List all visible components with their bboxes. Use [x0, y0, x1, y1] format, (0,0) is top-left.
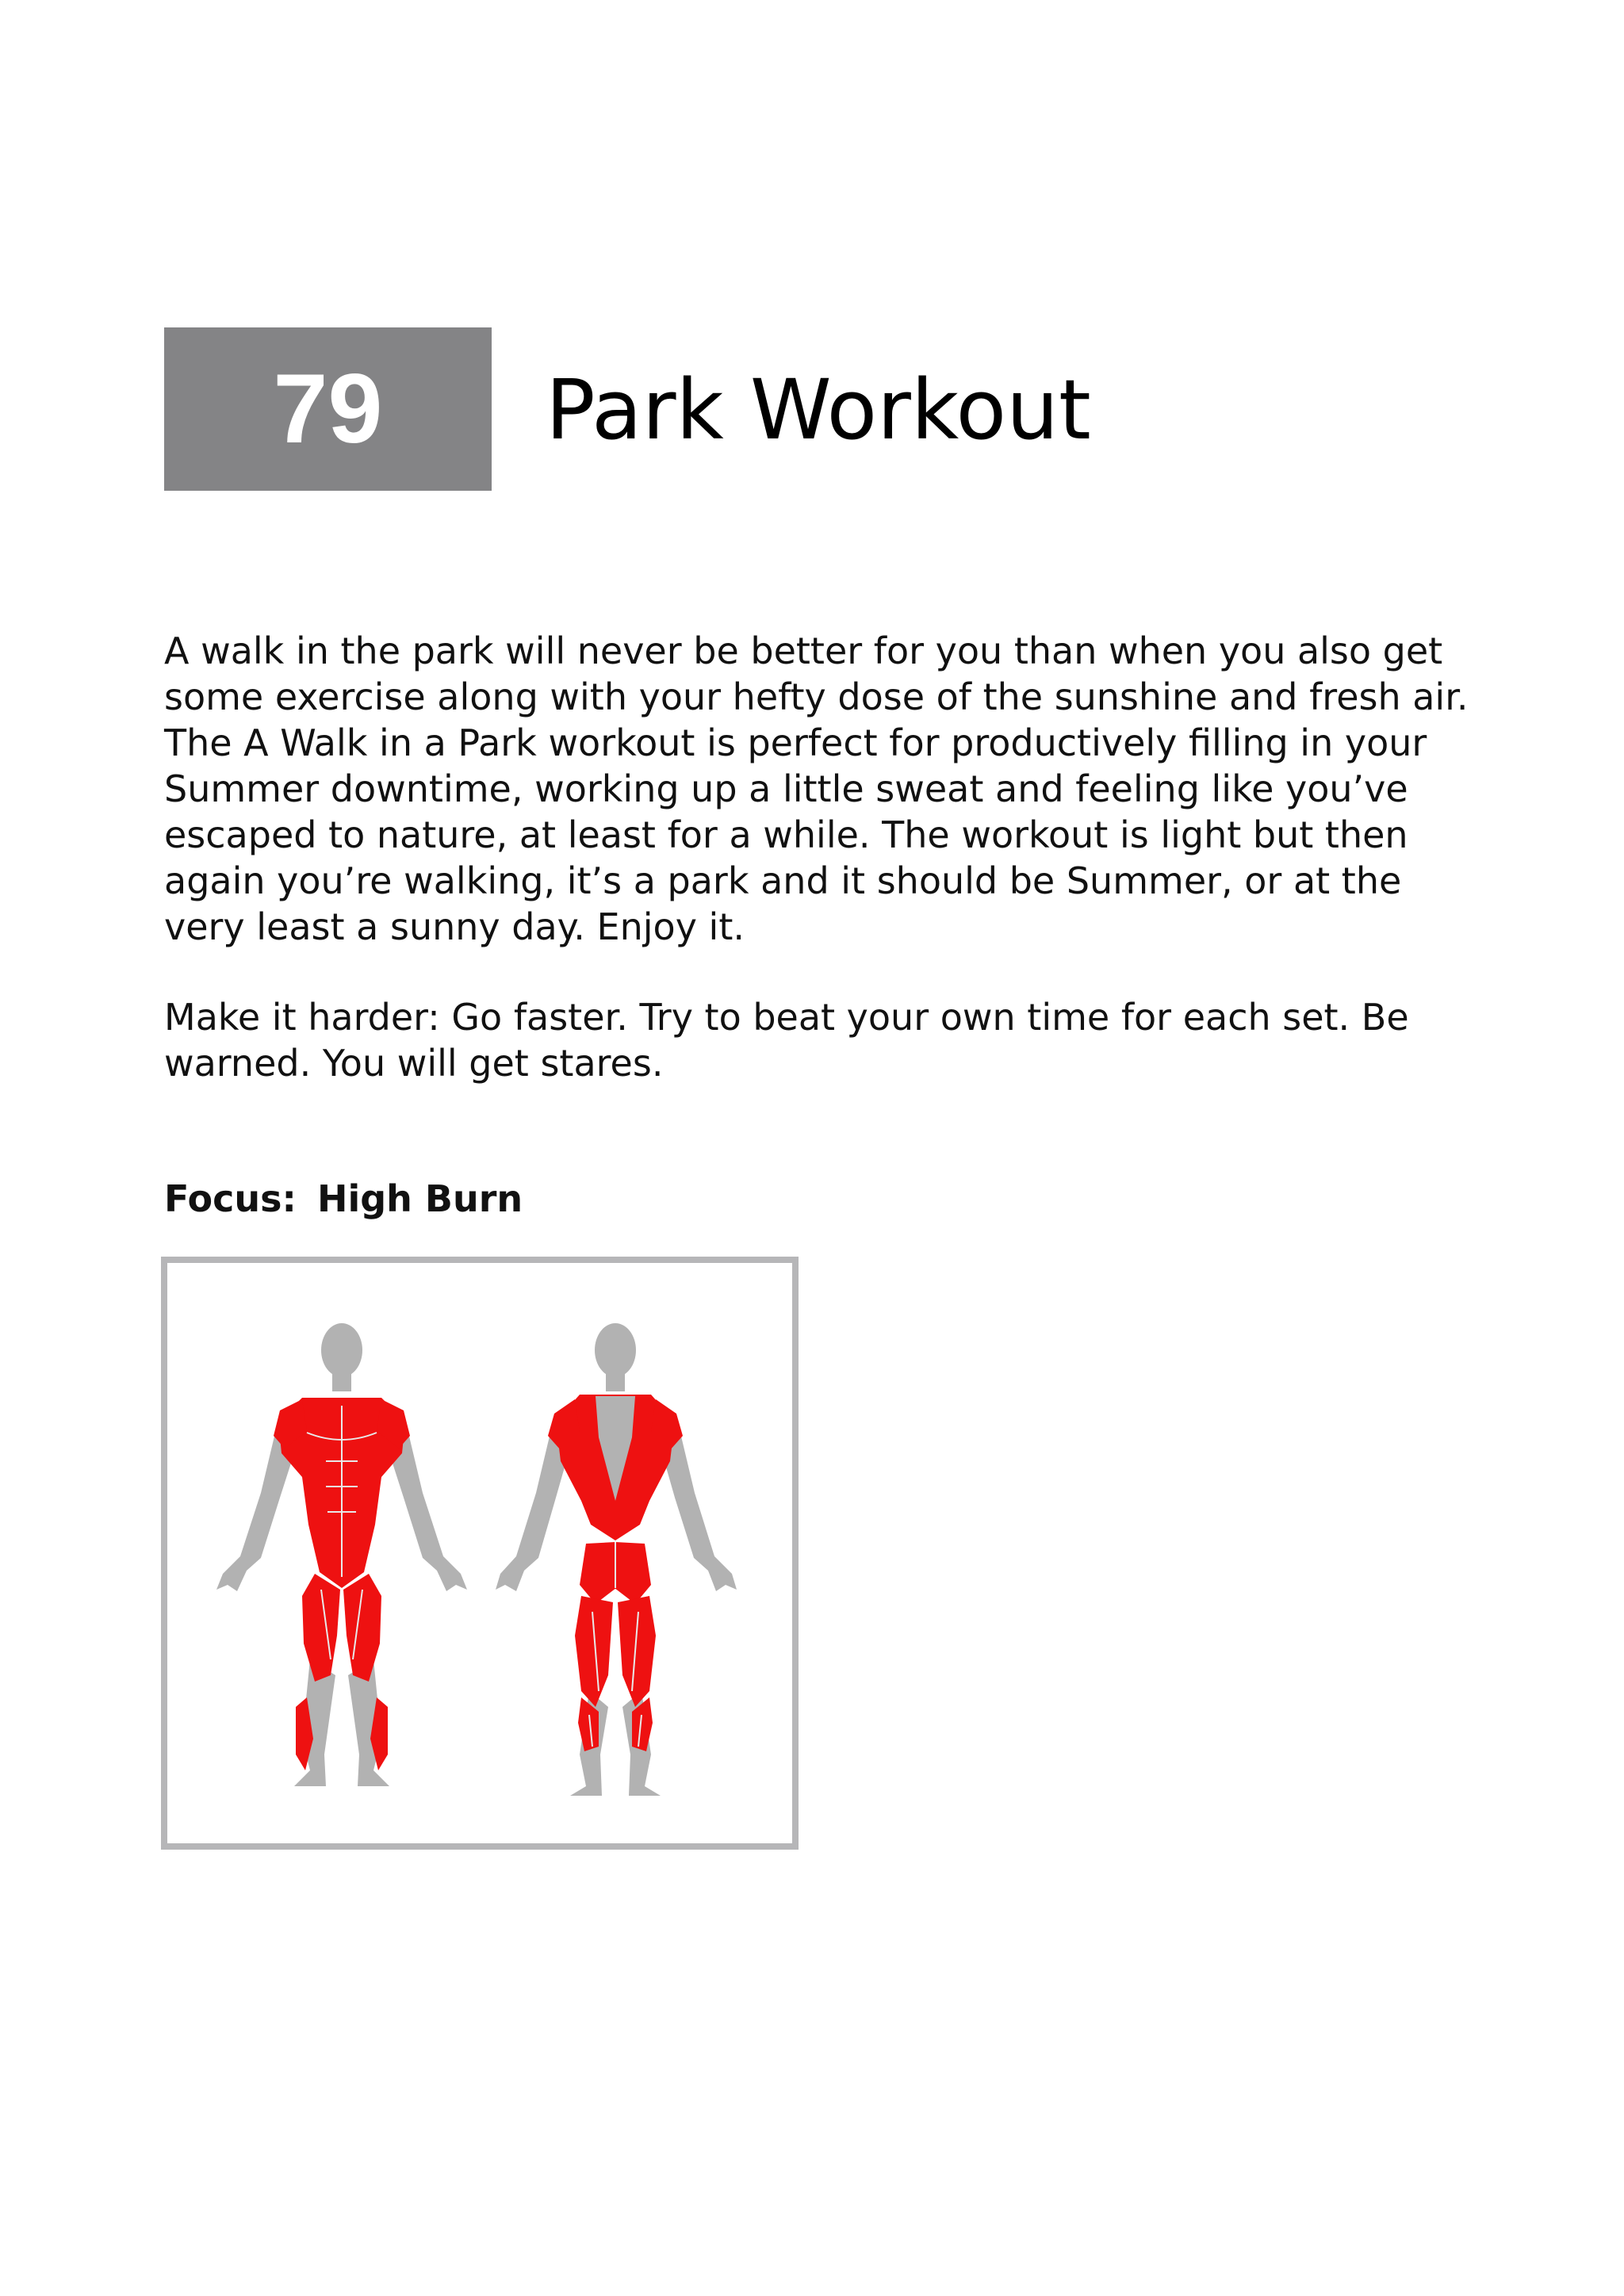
muscle-map-figure: [161, 1257, 799, 1850]
back-body-figure: [496, 1323, 737, 1796]
focus-label: Focus:: [164, 1177, 297, 1220]
focus-value: High Burn: [316, 1177, 523, 1220]
workout-number-badge: [164, 327, 492, 491]
page-title: Park Workout: [546, 362, 1091, 458]
intro-paragraph: A walk in the park will never be better for you than when you also get some exercise along with your hefty dose of the sunshine and fresh air. The A Walk in a Park workout is perfect for productively filling in your Summer downtime, working up a little sweat and feeling like you’ve escaped to nature, at least for a while. The workout is light but then again you’re walking, it’s a park and it should be Summer, or at the very least a sunny day. Enjoy it.: [164, 629, 1469, 948]
harder-paragraph: Make it harder: Go faster. Try to beat your own time for each set. Be warned. You will get stares.: [164, 996, 1409, 1085]
focus-line: [164, 1177, 523, 1220]
muscle-map-icon: [167, 1263, 792, 1843]
workout-number: 79: [273, 354, 383, 464]
front-body-figure: [216, 1323, 467, 1786]
